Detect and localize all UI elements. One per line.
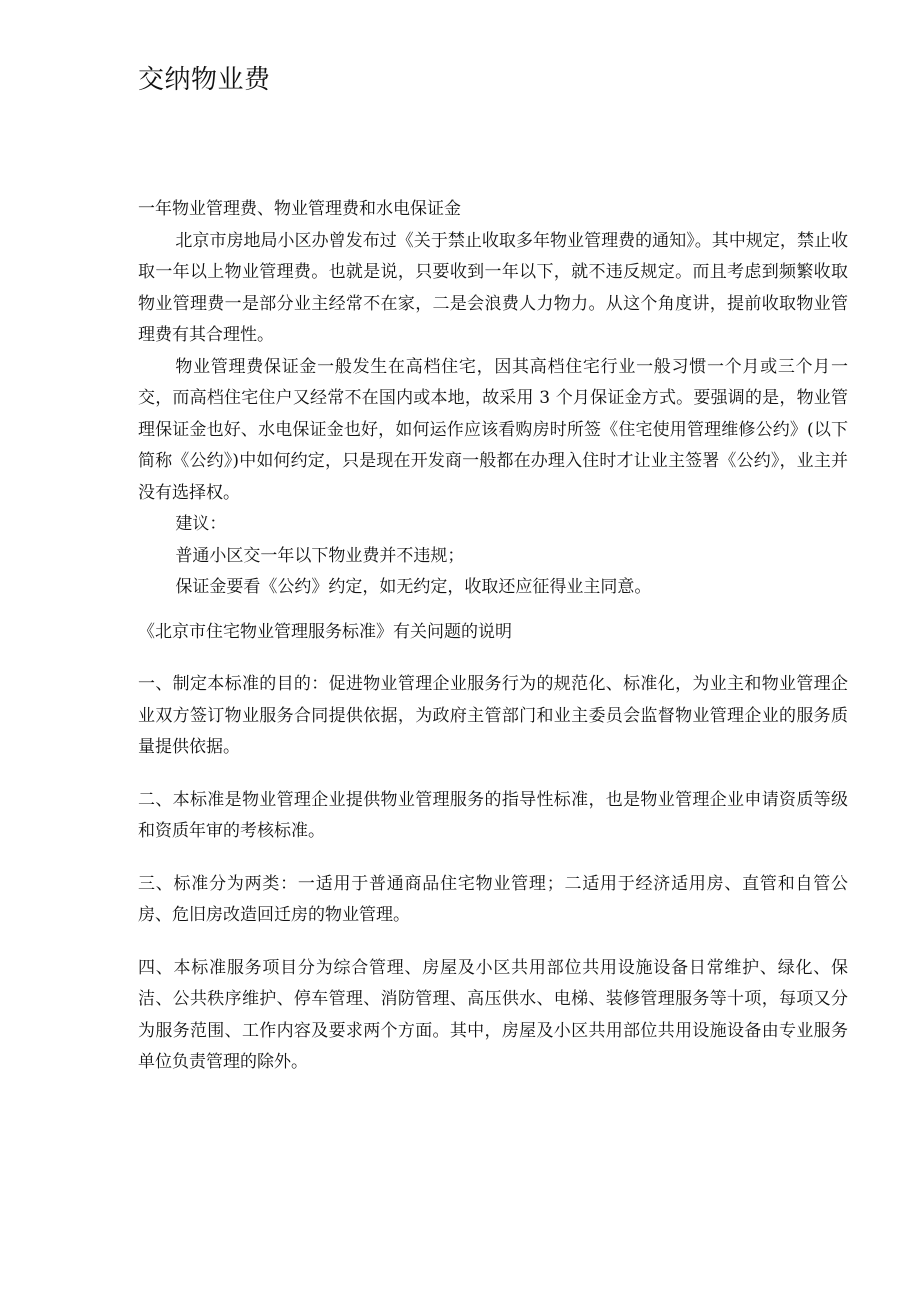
section2-item: 四、本标准服务项目分为综合管理、房屋及小区共用部位共用设施设备日常维护、绿化、保洁、公共秩序维护、停车管理、消防管理、高压供水、电梯、装修管理服务等十项，每项又分为服务范围、工作内容及要求两个方面。其中，房屋及小区共用部位共用设施设备由专业服务单位负责管理的除外。 [138,957,848,1072]
section2-heading: 《北京市住宅物业管理服务标准》有关问题的说明 [138,621,512,642]
section2-item: 一、制定本标准的目的：促进物业管理企业服务行为的规范化、标准化，为业主和物业管理企业双方签订物业服务合同提供依据，为政府主管部门和业主委员会监督物业管理企业的服务质量提供依据。 [138,674,848,757]
section2-item: 二、本标准是物业管理企业提供物业管理服务的指导性标准，也是物业管理企业申请资质等级和资质年审的考核标准。 [138,789,848,841]
advice-label: 建议： [175,514,227,534]
advice-item: 保证金要看《公约》约定，如无约定，收取还应征得业主同意。 [175,577,652,597]
document-title: 交纳物业费 [138,65,271,95]
section2-item: 三、标准分为两类：一适用于普通商品住宅物业管理；二适用于经济适用房、直管和自管公房、危旧房改造回迁房的物业管理。 [138,873,848,925]
advice-item: 普通小区交一年以下物业费并不违规； [175,545,465,566]
section1-paragraph: 北京市房地局小区办曾发布过《关于禁止收取多年物业管理费的通知》。其中规定，禁止收取一年以上物业管理费。也就是说，只要收到一年以下，就不违反规定。而且考虑到频繁收取物业管理费一是部分业主经常不在家，二是会浪费人力物力。从这个角度讲，提前收取物业管理费有其合理性。 [138,230,848,345]
document-body [138,194,848,1079]
section1-heading: 一年物业管理费、物业管理费和水电保证金 [138,199,461,219]
section1-paragraph: 物业管理费保证金一般发生在高档住宅，因其高档住宅行业一般习惯一个月或三个月一交，而高档住宅住户又经常不在国内或本地，故采用 3 个月保证金方式。要强调的是，物业管理保证金也好、水电保证金也好，如何运作应该看购房时所签《住宅使用管理维修公约》(以下简称《公约》)中如何约定，只是现在开发商一般都在办理入住时才让业主签署《公约》，业主并没有选择权。 [138,356,848,503]
